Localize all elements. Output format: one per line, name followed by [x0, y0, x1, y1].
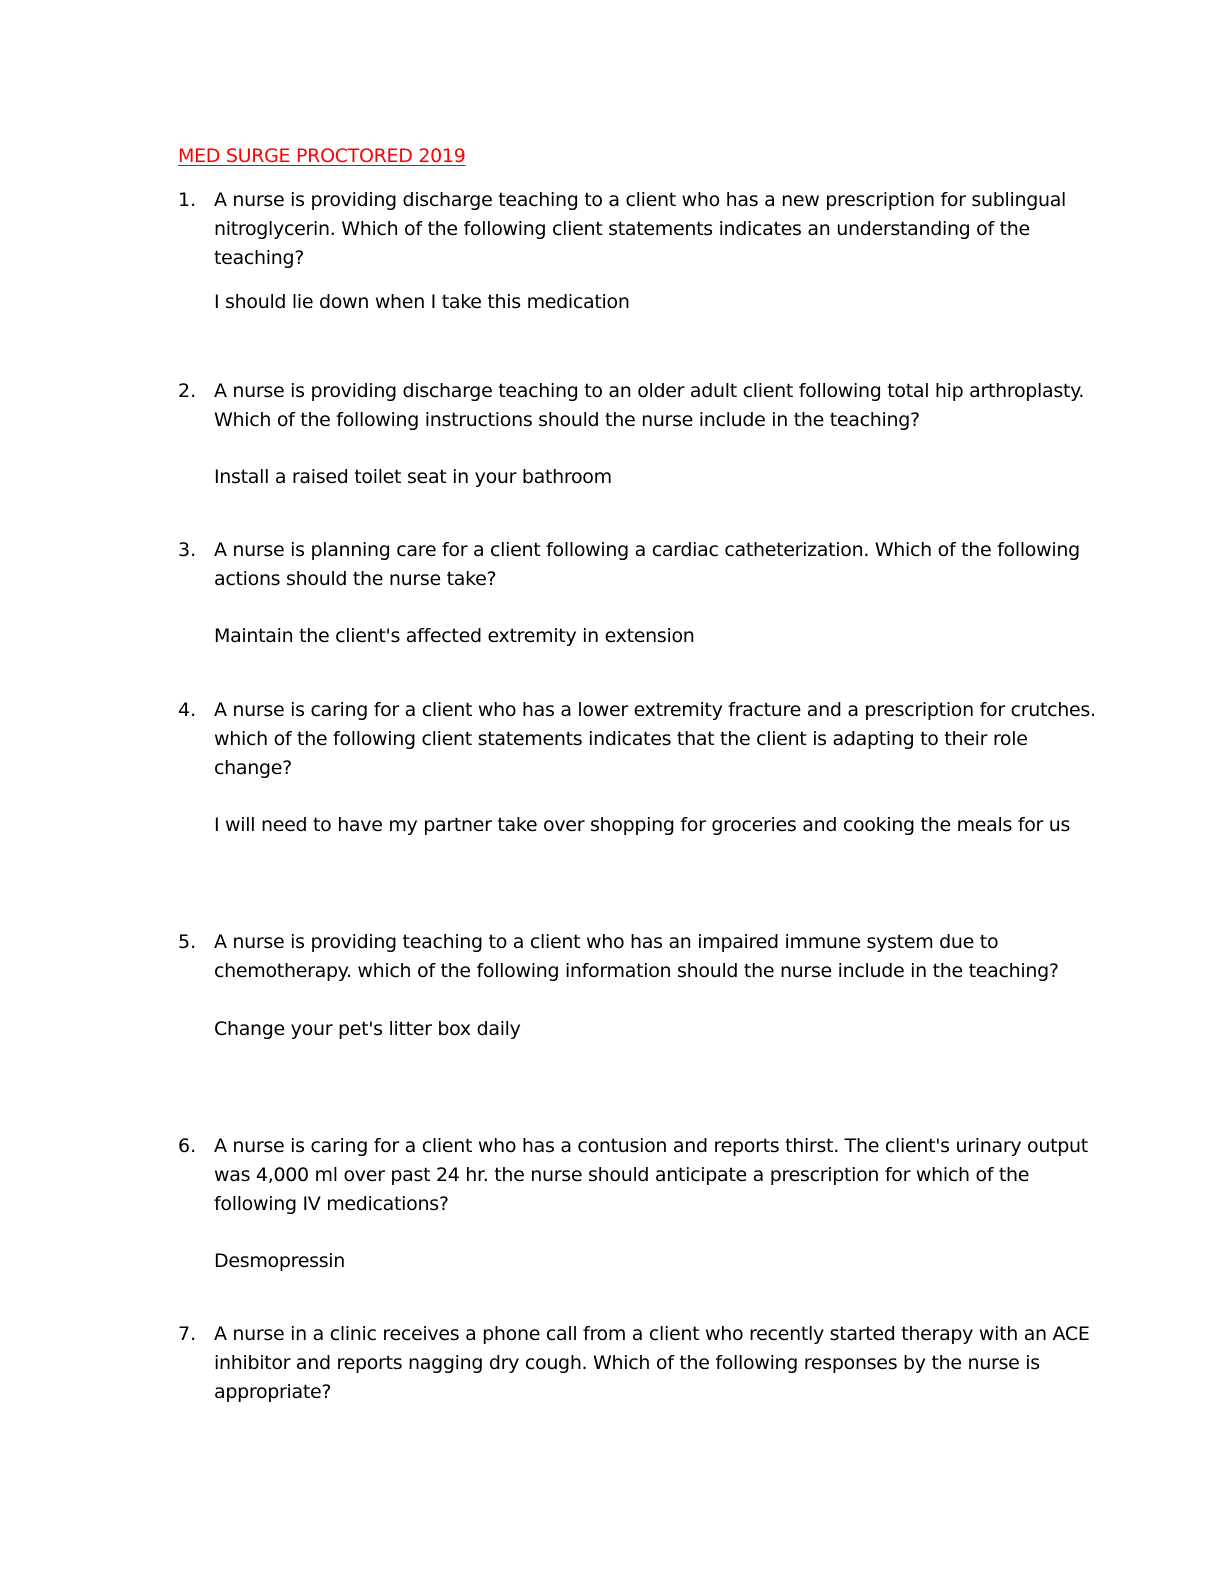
answer-text: I will need to have my partner take over shopping for groceries and cooking the meals for us	[214, 814, 1071, 836]
question-line: following IV medications?	[214, 1193, 449, 1215]
question-line: actions should the nurse take?	[214, 568, 497, 590]
answer-text: Change your pet's litter box daily	[214, 1018, 521, 1040]
question-number: 6.	[178, 1135, 197, 1157]
question-number: 5.	[178, 931, 197, 953]
question-line: inhibitor and reports nagging dry cough. Which of the following responses by the nurse is	[214, 1352, 1040, 1374]
question-line: A nurse in a clinic receives a phone call from a client who recently started therapy with an ACE	[214, 1323, 1090, 1345]
question-line: A nurse is caring for a client who has a contusion and reports thirst. The client's urinary output	[214, 1135, 1088, 1157]
question-text	[214, 186, 1074, 273]
question-number: 1.	[178, 189, 197, 211]
answer-text: Install a raised toilet seat in your bathroom	[214, 466, 612, 488]
question-line: appropriate?	[214, 1381, 332, 1403]
question-line: nitroglycerin. Which of the following client statements indicates an understanding of the	[214, 218, 1030, 240]
question-text	[214, 696, 1096, 783]
question-line: change?	[214, 757, 292, 779]
question-line: Which of the following instructions should the nurse include in the teaching?	[214, 409, 920, 431]
question-text	[214, 928, 1074, 986]
question-line: teaching?	[214, 247, 305, 269]
question-number: 2.	[178, 380, 197, 402]
question-line: A nurse is providing discharge teaching to a client who has a new prescription for sublingual	[214, 189, 1067, 211]
question-line: was 4,000 ml over past 24 hr. the nurse should anticipate a prescription for which of the	[214, 1164, 1030, 1186]
question-number: 7.	[178, 1323, 197, 1345]
answer-text: I should lie down when I take this medication	[214, 291, 630, 313]
question-number: 4.	[178, 699, 197, 721]
question-text	[214, 536, 1080, 594]
question-text	[214, 1320, 1090, 1407]
answer-text: Desmopressin	[214, 1250, 346, 1272]
question-line: A nurse is providing discharge teaching to an older adult client following total hip arthroplasty.	[214, 380, 1085, 402]
question-line: A nurse is caring for a client who has a lower extremity fracture and a prescription for crutches.	[214, 699, 1096, 721]
question-number: 3.	[178, 539, 197, 561]
question-line: A nurse is providing teaching to a client who has an impaired immune system due to	[214, 931, 999, 953]
question-line: A nurse is planning care for a client following a cardiac catheterization. Which of the following	[214, 539, 1080, 561]
question-line: chemotherapy. which of the following information should the nurse include in the teaching?	[214, 960, 1059, 982]
question-text	[214, 1132, 1088, 1219]
answer-text: Maintain the client's affected extremity in extension	[214, 625, 695, 647]
question-line: which of the following client statements indicates that the client is adapting to their role	[214, 728, 1028, 750]
question-text	[214, 377, 1085, 435]
document-title: MED SURGE PROCTORED 2019	[178, 145, 466, 167]
